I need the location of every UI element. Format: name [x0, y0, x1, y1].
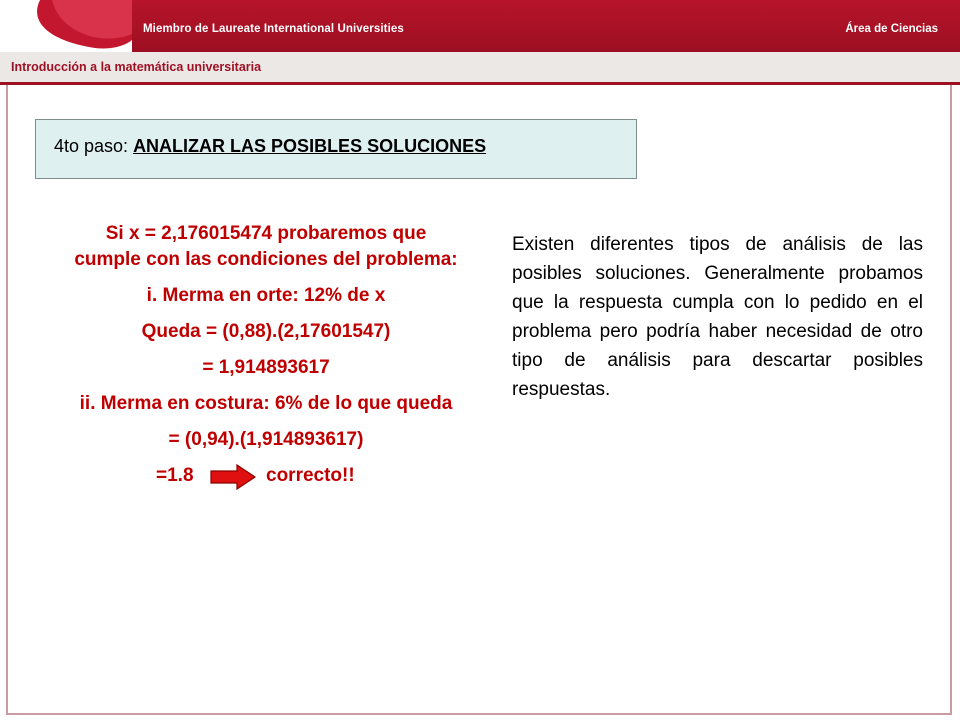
step-prefix: 4to paso: [54, 136, 134, 156]
laureate-swoosh-logo-icon [0, 0, 132, 52]
verification-intro: Si x = 2,176015474 probaremos que cumple con las condiciones del problema: [74, 223, 458, 270]
university-logo [0, 0, 132, 52]
result-word: correcto!! [266, 465, 355, 486]
right-arrow-icon [210, 464, 256, 490]
verification-column [70, 221, 462, 489]
step-title: ANALIZAR LAS POSIBLES SOLUCIONES [133, 136, 487, 156]
item-i: i. Merma en orte: 12% de x [146, 285, 386, 306]
area-label: Área de Ciencias [845, 23, 938, 35]
calculation: = (0,94).(1,914893617) [168, 429, 364, 450]
queda-expression: Queda = (0,88).(2,17601547) [141, 321, 391, 342]
item-ii: ii. Merma en costura: 6% de lo que queda [79, 393, 453, 414]
member-text: Miembro de Laureate International Universities [143, 23, 404, 35]
step-heading-box [35, 119, 637, 179]
header-band [0, 0, 960, 52]
analysis-paragraph: Existen diferentes tipos de análisis de las posibles soluciones. Generalmente probamos que la respuesta cumpla con lo pedido en el problema pero podría haber necesidad de otro tipo de análisis para descartar posibles respuestas. [512, 234, 923, 400]
result-value: =1.8 [156, 465, 194, 486]
step-heading [54, 136, 486, 157]
queda-result: = 1,914893617 [202, 357, 330, 378]
course-title: Introducción a la matemática universitaria [11, 60, 262, 74]
course-band [0, 52, 960, 85]
result-line [70, 463, 462, 489]
